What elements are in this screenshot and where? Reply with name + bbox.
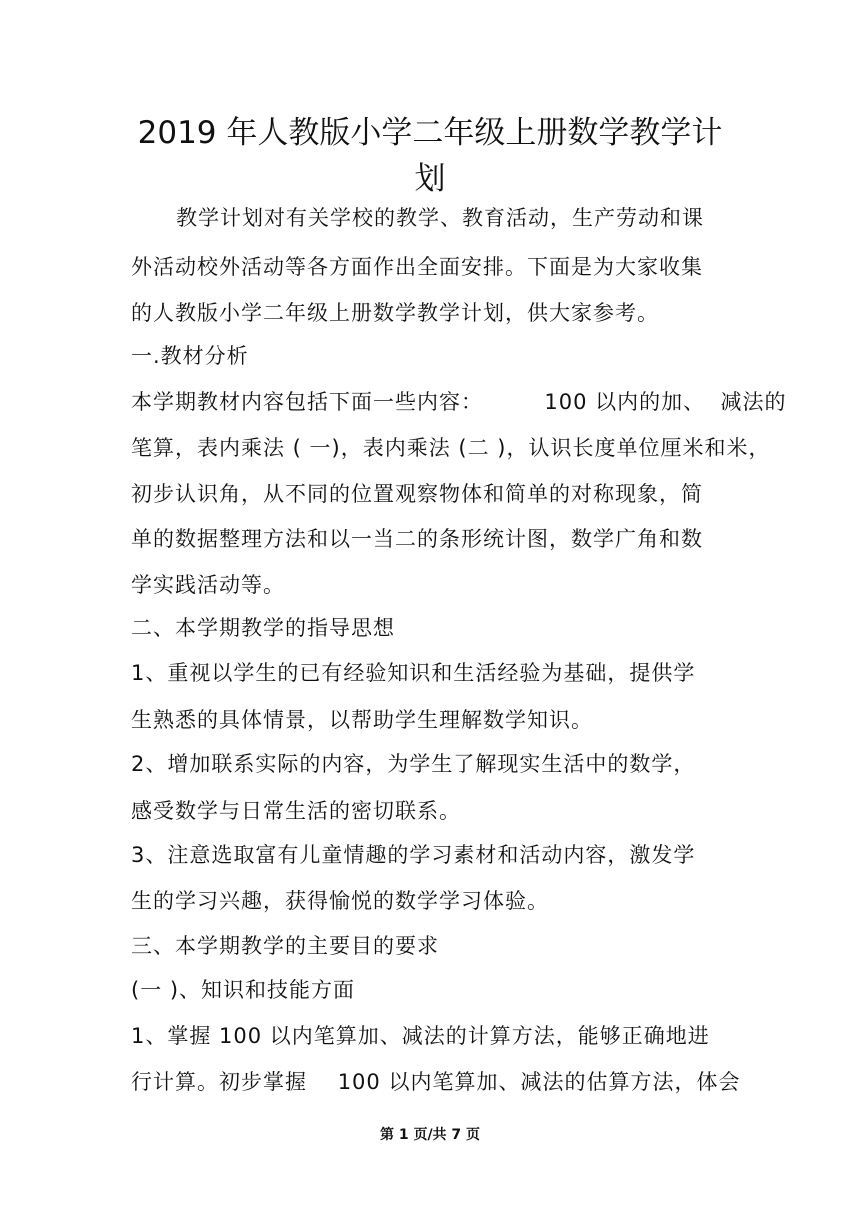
paragraph-line: 本学期教材内容包括下面一些内容： 100 以内的加、 减法的 [131,390,787,414]
paragraph-line: 学实践活动等。 [131,573,285,597]
paragraph-line: 生熟悉的具体情景，以帮助学生理解数学知识。 [131,708,593,732]
page-footer [0,1128,860,1142]
paragraph-line: 单的数据整理方法和以一当二的条形统计图，数学广角和数 [131,527,703,551]
section-heading: 二、本学期教学的指导思想 [131,616,395,640]
paragraph-line: 1、重视以学生的已有经验知识和生活经验为基础，提供学 [131,661,696,685]
paragraph-line: 3、注意选取富有儿童情趣的学习素材和活动内容，激发学 [131,843,696,867]
subsection-heading: (一 )、知识和技能方面 [131,978,356,1002]
paragraph-line: 外活动校外活动等各方面作出全面安排。下面是为大家收集 [131,255,703,279]
section-heading: 一.教材分析 [131,344,249,368]
document-title-line-1: 2019 年人教版小学二年级上册数学教学计 [137,115,723,151]
paragraph-line: 1、掌握 100 以内笔算加、减法的计算方法，能够正确地进 [131,1024,710,1048]
paragraph-line: 感受数学与日常生活的密切联系。 [131,799,461,823]
paragraph-line: 行计算。初步掌握 100 以内笔算加、减法的估算方法，体会 [131,1070,741,1094]
paragraph-line: 笔算，表内乘法 ( 一)，表内乘法 (二 )，认识长度单位厘米和米， [131,436,771,460]
paragraph-line: 生的学习兴趣，获得愉悦的数学学习体验。 [131,889,549,913]
page-number: 第 1 页/共 7 页 [379,1127,481,1143]
paragraph-line: 的人教版小学二年级上册数学教学计划，供大家参考。 [131,301,659,325]
document-title-line-2: 划 [414,161,446,197]
paragraph-line: 教学计划对有关学校的教学、教育活动，生产劳动和课 [176,206,704,230]
paragraph-line: 2、增加联系实际的内容，为学生了解现实生活中的数学， [131,752,696,776]
section-heading: 三、本学期教学的主要目的要求 [131,934,439,958]
paragraph-line: 初步认识角，从不同的位置观察物体和简单的对称现象，简 [131,482,703,506]
